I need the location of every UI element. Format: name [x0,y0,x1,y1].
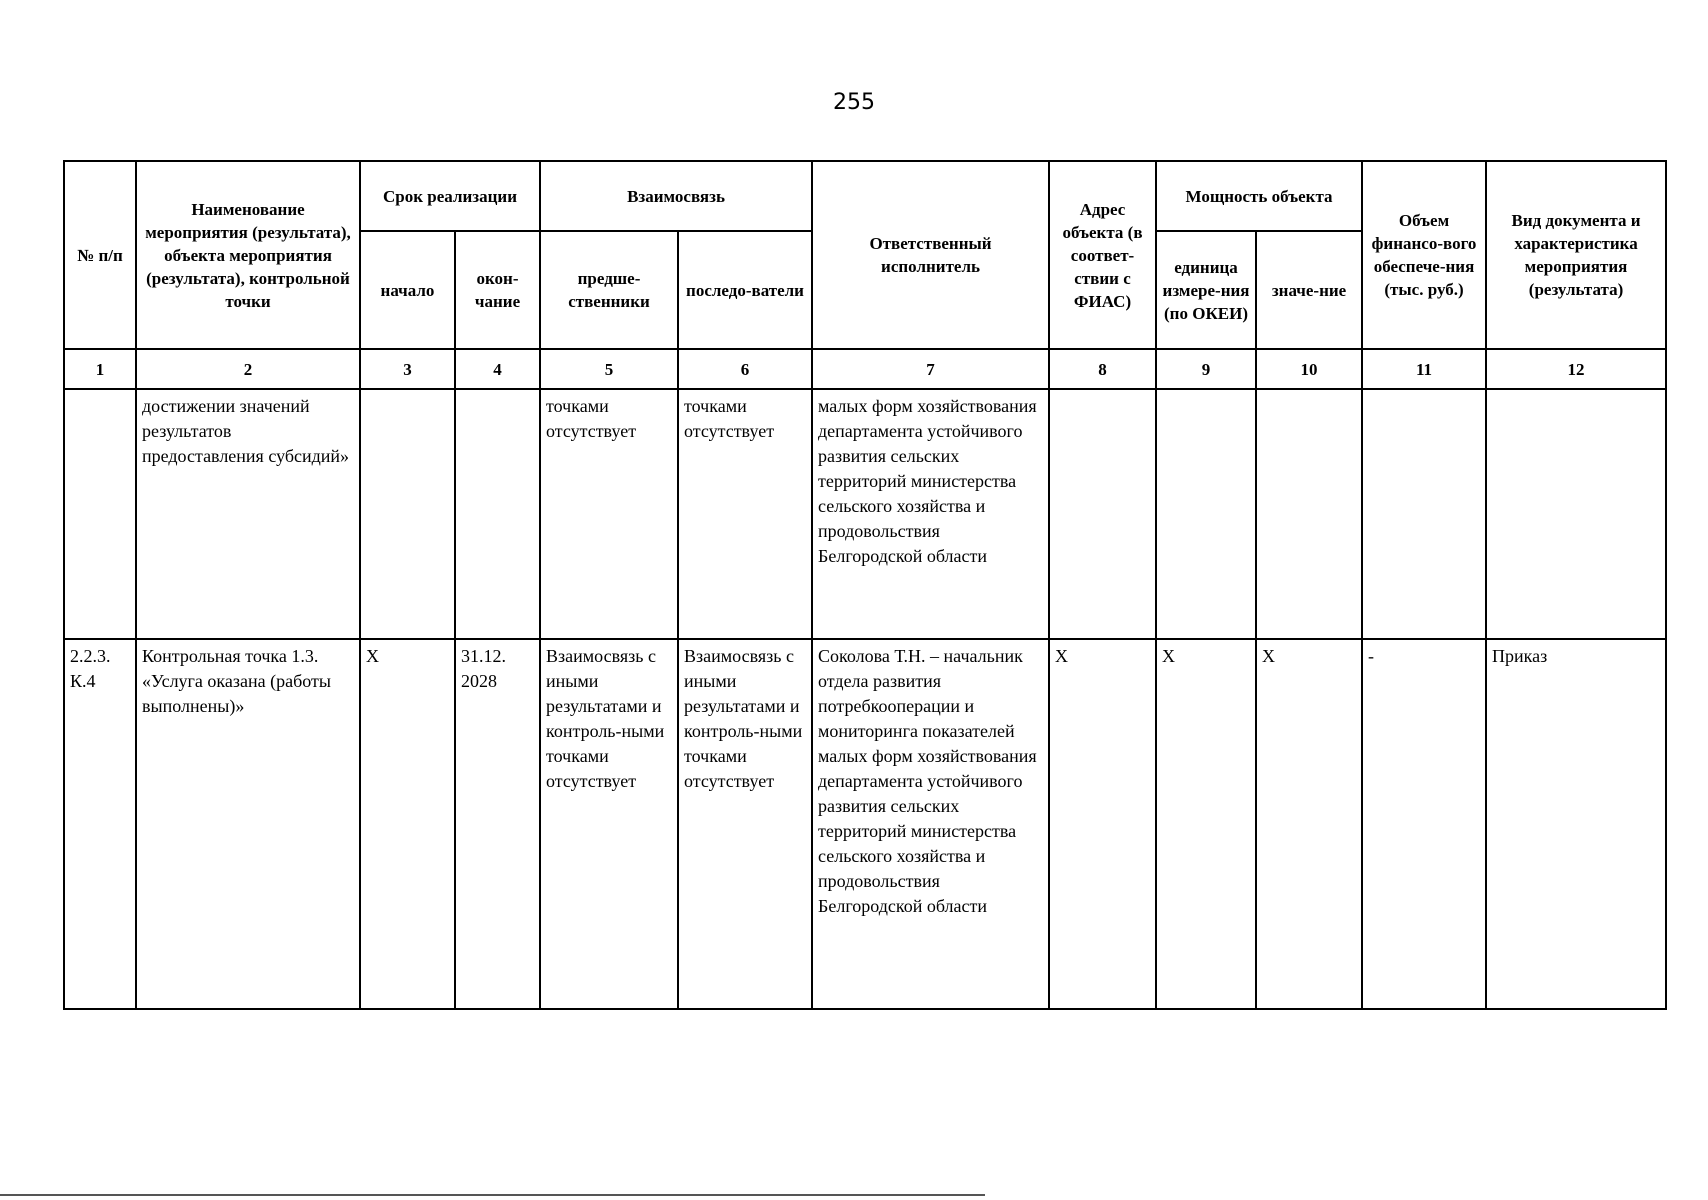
header-name: Наименование мероприятия (результата), объекта мероприятия (результата), контрольной точки [136,161,360,349]
cell-num: 2.2.3. К.4 [64,639,136,1009]
cell-num [64,389,136,639]
cell-name: Контрольная точка 1.3. «Услуга оказана (работы выполнены)» [136,639,360,1009]
plan-table [63,160,1667,1010]
page-number: 255 [833,90,875,115]
cell-address: X [1049,639,1156,1009]
header-executor: Ответственный исполнитель [812,161,1049,349]
header-relation: Взаимосвязь [540,161,812,231]
header-address: Адрес объекта (в соответ-ствии с ФИАС) [1049,161,1156,349]
column-number: 9 [1156,349,1256,389]
cell-value: X [1256,639,1362,1009]
column-number: 4 [455,349,540,389]
cell-doc: Приказ [1486,639,1666,1009]
cell-prev: Взаимосвязь с иными результатами и контроль-ными точками отсутствует [540,639,678,1009]
header-relation-next: последо-ватели [678,231,812,349]
column-number: 3 [360,349,455,389]
column-number: 2 [136,349,360,389]
cell-address [1049,389,1156,639]
cell-name: достижении значений результатов предоставления субсидий» [136,389,360,639]
cell-unit [1156,389,1256,639]
column-number: 10 [1256,349,1362,389]
cell-unit: X [1156,639,1256,1009]
column-number: 12 [1486,349,1666,389]
table-row [64,389,1666,639]
header-finance: Объем финансо-вого обеспече-ния (тыс. руб.) [1362,161,1486,349]
cell-end [455,389,540,639]
header-capacity: Мощность объекта [1156,161,1362,231]
table-row [64,639,1666,1009]
header-relation-prev: предше-ственники [540,231,678,349]
cell-prev: точками отсутствует [540,389,678,639]
cell-start [360,389,455,639]
cell-next: точками отсутствует [678,389,812,639]
header-term: Срок реализации [360,161,540,231]
cell-start: X [360,639,455,1009]
column-number: 7 [812,349,1049,389]
divider [0,1194,985,1196]
column-number: 6 [678,349,812,389]
header-doc: Вид документа и характеристика мероприятия (результата) [1486,161,1666,349]
cell-executor: Соколова Т.Н. – начальник отдела развития потребкооперации и мониторинга показателей малых форм хозяйствования департамента устойчивого развития сельских территорий министерства сельского хозяйства и продовольствия Белгородской области [812,639,1049,1009]
cell-next: Взаимосвязь с иными результатами и контроль-ными точками отсутствует [678,639,812,1009]
cell-doc [1486,389,1666,639]
column-number: 11 [1362,349,1486,389]
cell-finance [1362,389,1486,639]
cell-value [1256,389,1362,639]
column-number: 5 [540,349,678,389]
header-term-start: начало [360,231,455,349]
column-number: 8 [1049,349,1156,389]
cell-executor: малых форм хозяйствования департамента устойчивого развития сельских территорий министерства сельского хозяйства и продовольствия Белгородской области [812,389,1049,639]
cell-finance: - [1362,639,1486,1009]
header-num: № п/п [64,161,136,349]
header-capacity-unit: единица измере-ния (по ОКЕИ) [1156,231,1256,349]
cell-end: 31.12. 2028 [455,639,540,1009]
header-term-end: окон-чание [455,231,540,349]
header-capacity-value: значе-ние [1256,231,1362,349]
column-number: 1 [64,349,136,389]
